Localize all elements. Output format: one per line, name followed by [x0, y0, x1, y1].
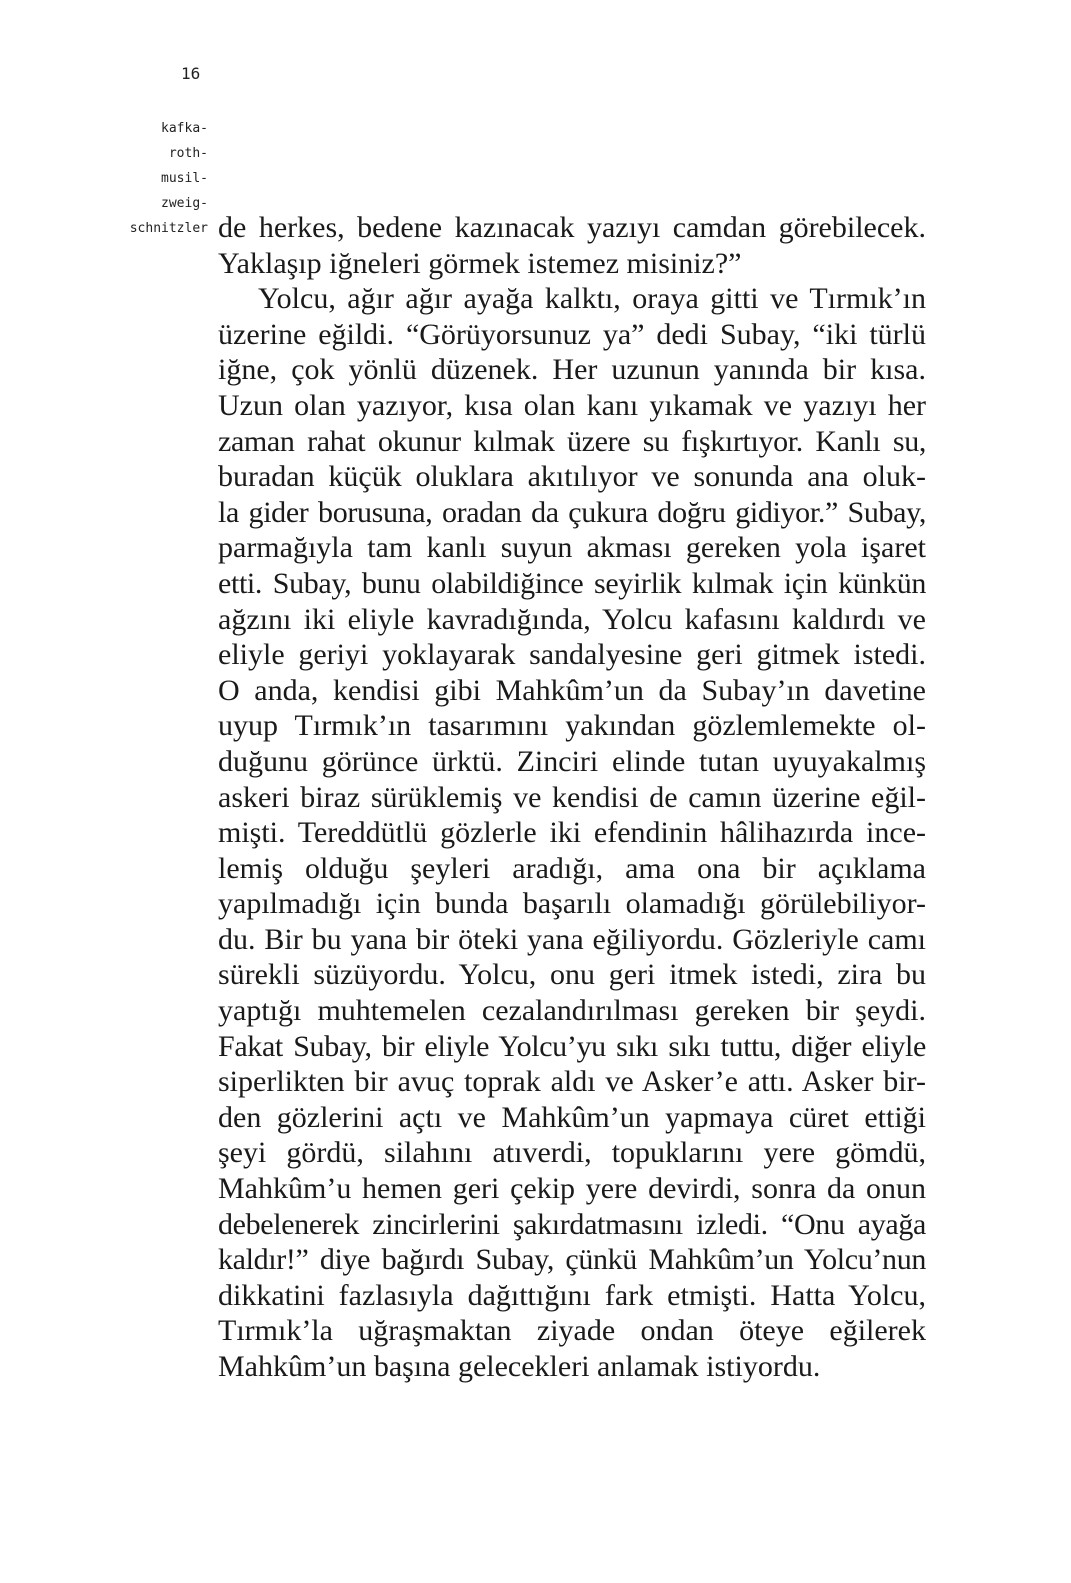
text-line: Yaklaşıp iğneleri görmek istemez misiniz?” [218, 246, 742, 280]
text-line: Mahkûm’un başına gelecekleri anlamak istiyordu. [218, 1350, 821, 1383]
text-line: Mahkûm’u hemen geri çekip yere devirdi, sonra da onun [218, 1172, 926, 1206]
text-line: du. Bir bu yana bir öteki yana eğiliyordu. Gözleriyle camı [218, 922, 926, 956]
text-line: uyup Tırmık’ın tasarımını yakından gözlemlemekte ol- [218, 709, 926, 743]
text-line: den gözlerini açtı ve Mahkûm’un yapmaya cüret ettiği [218, 1100, 926, 1134]
text-line: üzerine eğildi. “Görüyorsunuz ya” dedi Subay, “iki türlü [218, 317, 926, 351]
page-number: 16 [181, 64, 201, 83]
running-head-authors [68, 116, 208, 241]
body-text [218, 210, 926, 1385]
text-line: mişti. Tereddütlü gözlerle iki efendinin hâlihazırda ince- [218, 816, 926, 850]
text-line: yaptığı muhtemelen cezalandırılması gereken bir şeydi. [218, 994, 926, 1028]
text-line: sürekli süzüyordu. Yolcu, onu geri itmek istedi, zira bu [218, 958, 926, 992]
text-line: etti. Subay, bunu olabildiğince seyirlik kılmak için künkün [218, 566, 926, 600]
text-line: de herkes, bedene kazınacak yazıyı camdan görebilecek. [218, 211, 926, 244]
text-line: la gider borusuna, oradan da çukura doğru gidiyor.” Subay, [218, 495, 926, 529]
running-head-author: musil- [161, 171, 208, 186]
text-line: iğne, çok yönlü düzenek. Her uzunun yanında bir kısa. [218, 353, 926, 387]
text-line: kaldır!” diye bağırdı Subay, çünkü Mahkûm’un Yolcu’nun [218, 1243, 926, 1277]
running-head-author: kafka- [161, 121, 208, 136]
text-line: eliyle geriyi yoklayarak sandalyesine geri gitmek istedi. [218, 638, 926, 672]
text-line: siperlikten bir avuç toprak aldı ve Asker’e attı. Asker bir- [218, 1065, 926, 1099]
text-line: dikkatini fazlasıyla dağıttığını fark etmişti. Hatta Yolcu, [218, 1278, 926, 1312]
running-head-author: schnitzler [129, 221, 208, 236]
text-line: Fakat Subay, bir eliyle Yolcu’yu sıkı sıkı tuttu, diğer eliyle [218, 1029, 926, 1063]
text-line: ağzını iki eliyle kavradığında, Yolcu kafasını kaldırdı ve [218, 602, 926, 636]
text-line: debelenerek zincirlerini şakırdatmasını izledi. “Onu ayağa [218, 1207, 926, 1241]
text-line: askeri biraz sürüklemiş ve kendisi de camın üzerine eğil- [218, 780, 926, 814]
text-line: yapılmadığı için bunda başarılı olamadığı görülebiliyor- [218, 887, 926, 921]
text-line: zaman rahat okunur kılmak üzere su fışkırtıyor. Kanlı su, [218, 424, 926, 458]
running-head-author: roth- [168, 146, 208, 161]
text-line: O anda, kendisi gibi Mahkûm’un da Subay’ın davetine [218, 673, 926, 707]
text-line: duğunu görünce ürktü. Zinciri elinde tutan uyuyakalmış [218, 744, 926, 778]
running-head-author: zweig- [161, 196, 208, 211]
text-line: parmağıyla tam kanlı suyun akması gereken yola işaret [218, 531, 926, 565]
text-line: Tırmık’la uğraşmaktan ziyade ondan öteye eğilerek [218, 1314, 926, 1348]
text-line: şeyi gördü, silahını atıverdi, topuklarını yere gömdü, [218, 1136, 926, 1170]
text-line: Yolcu, ağır ağır ayağa kalktı, oraya gitti ve Tırmık’ın [258, 282, 926, 316]
text-line: lemiş olduğu şeyleri aradığı, ama ona bir açıklama [218, 851, 926, 885]
text-line: buradan küçük oluklara akıtılıyor ve sonunda ana oluk- [218, 460, 926, 494]
text-line: Uzun olan yazıyor, kısa olan kanı yıkamak ve yazıyı her [218, 388, 926, 422]
